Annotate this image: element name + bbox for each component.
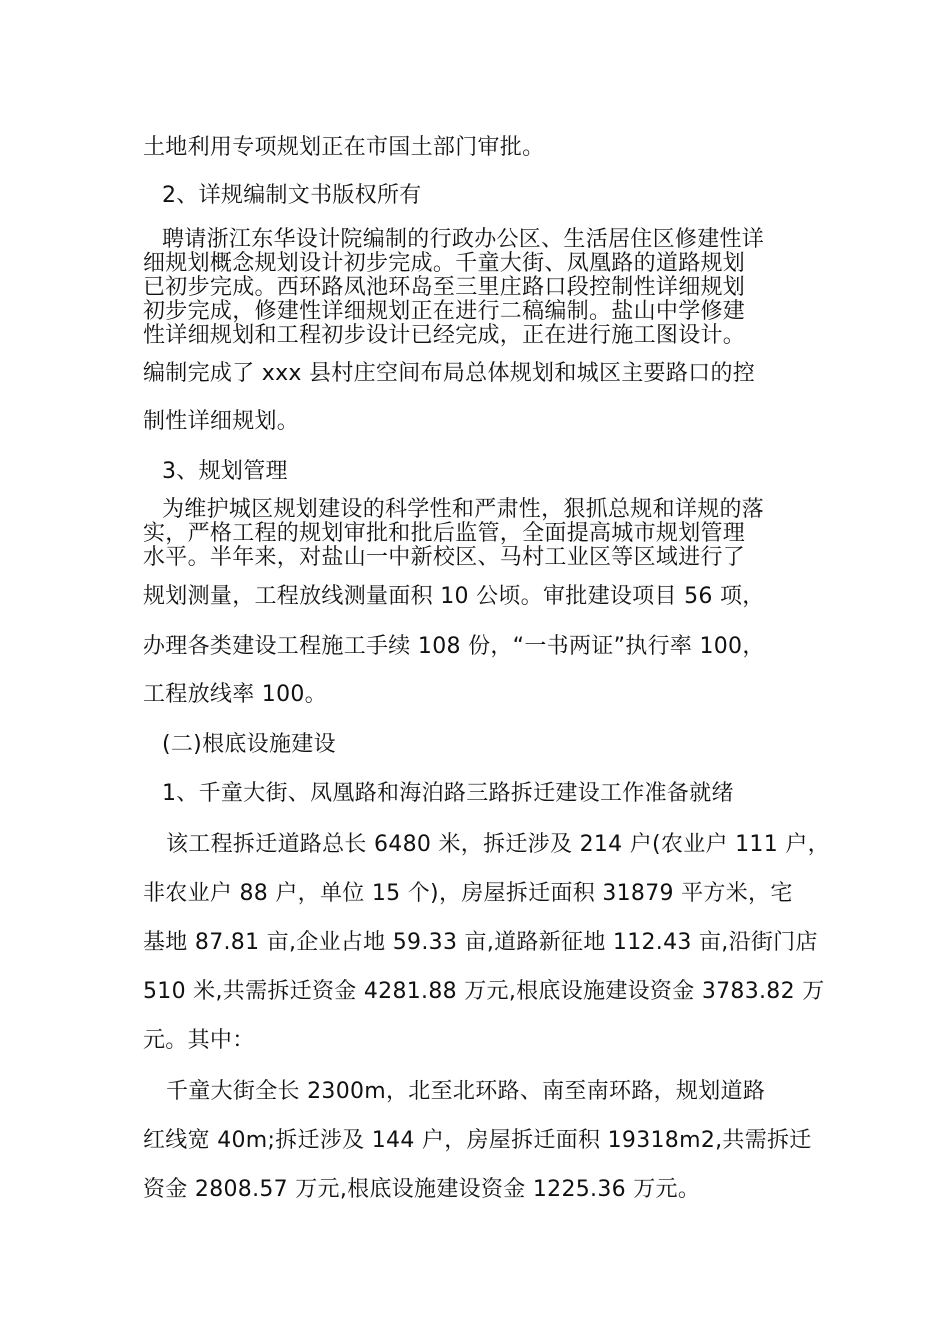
section-heading: 2、详规编制文书版权所有: [162, 183, 422, 208]
paragraph-line: 规划测量，工程放线测量面积 10 公顷。审批建设项目 56 项，: [143, 584, 765, 609]
paragraph-line: 非农业户 88 户，单位 15 个)，房屋拆迁面积 31879 平方米，宅: [143, 881, 793, 906]
paragraph-line: 为维护城区规划建设的科学性和严肃性，狠抓总规和详规的落: [162, 497, 765, 522]
paragraph-line: 红线宽 40m;拆迁涉及 144 户，房屋拆迁面积 19318m2,共需拆迁: [143, 1128, 812, 1153]
paragraph-line: 土地利用专项规划正在市国土部门审批。: [143, 135, 545, 160]
paragraph-line: 编制完成了 xxx 县村庄空间布局总体规划和城区主要路口的控: [143, 361, 756, 386]
paragraph-line: 千童大街全长 2300m，北至北环路、南至南环路，规划道路: [166, 1079, 766, 1104]
paragraph-line: 元。其中：: [143, 1028, 255, 1053]
paragraph-line: 该工程拆迁道路总长 6480 米，拆迁涉及 214 户(农业户 111 户，: [166, 832, 830, 857]
paragraph-line: 工程放线率 100。: [143, 682, 327, 707]
paragraph-line: 资金 2808.57 万元,根底设施建设资金 1225.36 万元。: [143, 1177, 701, 1202]
paragraph-line: 聘请浙江东华设计院编制的行政办公区、生活居住区修建性详: [162, 227, 765, 252]
paragraph-line: 办理各类建设工程施工手续 108 份，“一书两证”执行率 100，: [143, 634, 765, 659]
section-heading: 1、千童大街、凤凰路和海泊路三路拆迁建设工作准备就绪: [162, 781, 734, 806]
paragraph-line: 实，严格工程的规划审批和批后监管，全面提高城市规划管理: [143, 521, 746, 546]
paragraph-line: 已初步完成。西环路凤池环岛至三里庄路口段控制性详细规划: [143, 275, 746, 300]
paragraph-line: 510 米,共需拆迁资金 4281.88 万元,根底设施建设资金 3783.82 万: [143, 979, 825, 1004]
section-heading: 3、规划管理: [162, 459, 288, 484]
paragraph-line: 制性详细规划。: [143, 409, 300, 434]
paragraph-line: 细规划概念规划设计初步完成。千童大街、凤凰路的道路规划: [143, 251, 746, 276]
section-heading: (二)根底设施建设: [162, 732, 336, 757]
paragraph-line: 初步完成，修建性详细规划正在进行二稿编制。盐山中学修建: [143, 299, 746, 324]
paragraph-line: 基地 87.81 亩,企业占地 59.33 亩,道路新征地 112.43 亩,沿街门店: [143, 930, 818, 955]
paragraph-line: 性详细规划和工程初步设计已经完成，正在进行施工图设计。: [143, 323, 746, 348]
paragraph-line: 水平。半年来，对盐山一中新校区、马村工业区等区域进行了: [143, 545, 746, 570]
